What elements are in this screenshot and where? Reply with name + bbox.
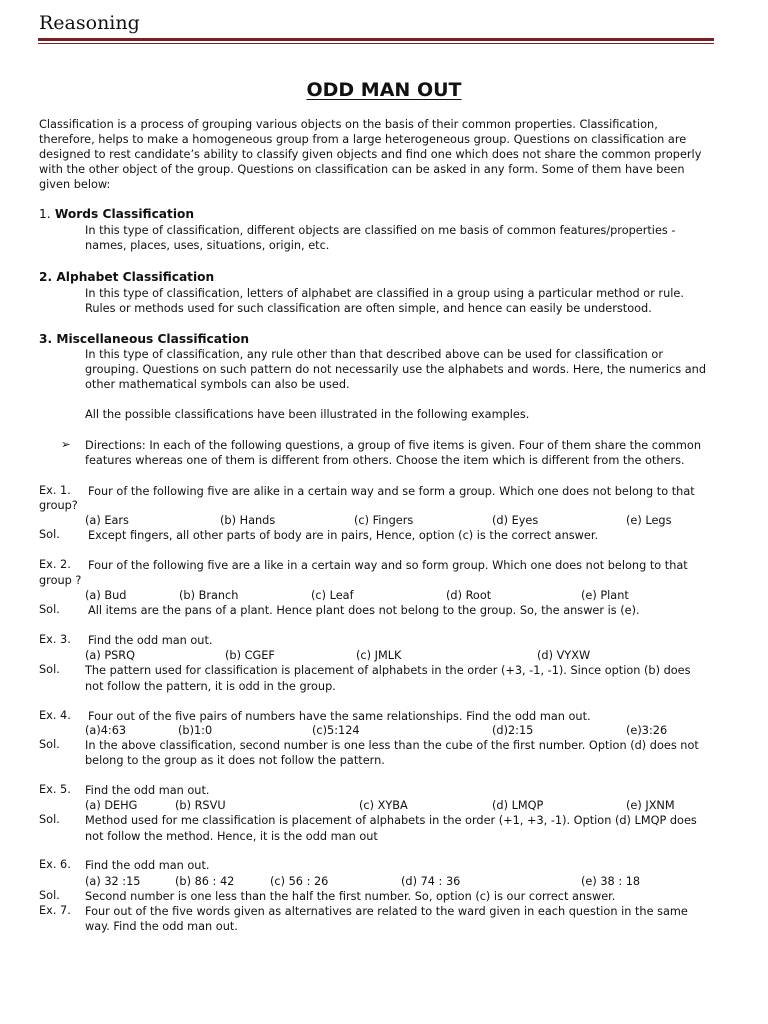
question-line: Four of the following five are a like in a certain way and so form group. Which one does not belong to that [88,559,688,572]
solution-line: not follow the method. Hence, it is the odd man out [85,830,378,843]
solution-label: Sol. [39,738,60,751]
header-rule-thin [38,43,714,44]
header-title: Reasoning [39,12,140,34]
example-label: Ex. 2. [39,558,71,571]
option: (d)2:15 [492,724,534,737]
option: (a) Ears [85,514,129,527]
section-body-line: grouping. Questions on such pattern do not necessarily use the alphabets and words. Here, the numerics and [85,363,707,376]
question-line: Four out of the five pairs of numbers have the same relationships. Find the odd man out. [88,710,591,723]
intro-line: given below: [39,178,111,191]
option: (a)4:63 [85,724,127,737]
header-rule-thick [38,38,714,41]
solution-line: belong to the group as it does not follow the pattern. [85,754,385,767]
option: (c) Fingers [354,514,414,527]
question-line: Four out of the five words given as alternatives are related to the ward given in each question in the same [85,905,688,918]
page-title: ODD MAN OUT [306,79,462,101]
section-heading: 3. Miscellaneous Classification [39,332,250,346]
question-line: Find the odd man out. [88,634,213,647]
directions-line: features whereas one of them is different from others. Choose the item which is different from the others. [85,454,685,467]
question-line: Find the odd man out. [85,859,210,872]
option: (e)3:26 [626,724,668,737]
solution-line: Second number is one less than the half the first number. So, option (c) is our correct answer. [85,890,616,903]
intro-line: Classification is a process of grouping various objects on the basis of their common properties. Classification, [39,118,658,131]
option: (c) XYBA [359,799,408,812]
arrow-bullet-icon: ➢ [61,438,71,451]
solution-label: Sol. [39,889,60,902]
question-line: Find the odd man out. [85,784,210,797]
example-label: Ex. 6. [39,858,71,871]
section-body-line: Rules or methods used for such classification are often simple, and hence can easily be understood. [85,302,652,315]
intro-line: with the other object of the group. Questions on classification can be asked in any form. Some of them have been [39,163,685,176]
solution-line: In the above classification, second number is one less than the cube of the first number. Option (d) does not [85,739,699,752]
section-body-line: names, places, uses, situations, origin, etc. [85,239,330,252]
section-body-line: In this type of classification, letters of alphabet are classified in a group using a particular method or rule. [85,287,684,300]
question-line: group? [39,499,78,512]
question-line: way. Find the odd man out. [85,920,238,933]
option: (d) 74 : 36 [401,875,461,888]
option: (e) Plant [581,589,629,602]
option: (a) Bud [85,589,127,602]
solution-line: not follow the pattern, it is odd in the group. [85,680,336,693]
option: (a) DEHG [85,799,138,812]
option: (c) Leaf [311,589,354,602]
section-body-line: In this type of classification, any rule other than that described above can be used for classification or [85,348,663,361]
option: (a) 32 :15 [85,875,141,888]
directions-line: Directions: In each of the following questions, a group of five items is given. Four of them share the common [85,439,701,452]
solution-label: Sol. [39,813,60,826]
example-label: Ex. 7. [39,904,71,917]
intro-line: therefore, helps to make a homogeneous group from a large heterogeneous group. Questions on classification are [39,133,687,146]
option: (e) Legs [626,514,672,527]
example-label: Ex. 3. [39,633,71,646]
example-label: Ex. 1. [39,484,71,497]
option: (d) VYXW [537,649,591,662]
solution-label: Sol. [39,528,60,541]
option: (d) Eyes [492,514,539,527]
solution-label: Sol. [39,663,60,676]
option: (b) Branch [179,589,239,602]
question-line: Four of the following five are alike in a certain way and se form a group. Which one does not belong to that [88,485,695,498]
intro-line: designed to rest candidate’s ability to classify given objects and find one which does not share the common properly [39,148,702,161]
option: (b) 86 : 42 [175,875,235,888]
example-label: Ex. 5. [39,783,71,796]
option: (b)1:0 [178,724,213,737]
option: (d) LMQP [492,799,544,812]
option: (b) RSVU [175,799,226,812]
solution-line: Except fingers, all other parts of body are in pairs, Hence, option (c) is the correct answer. [88,529,599,542]
option: (b) CGEF [225,649,275,662]
solution-line: All items are the pans of a plant. Hence plant does not belong to the group. So, the answer is (e). [88,604,640,617]
option: (d) Root [446,589,492,602]
option: (c) JMLK [356,649,402,662]
solution-line: The pattern used for classification is placement of alphabets in the order (+3, -1, -1). Since option (b) does [85,664,691,677]
option: (c) 56 : 26 [270,875,329,888]
solution-label: Sol. [39,603,60,616]
section-body-line: In this type of classification, different objects are classified on me basis of common features/properties - [85,224,676,237]
section-heading: 1. Words Classification [39,207,195,221]
all-examples-note: All the possible classifications have been illustrated in the following examples. [85,408,530,421]
option: (e) 38 : 18 [581,875,641,888]
option: (e) JXNM [626,799,675,812]
section-heading: 2. Alphabet Classification [39,270,215,284]
option: (b) Hands [220,514,276,527]
solution-line: Method used for me classification is placement of alphabets in the order (+1, +3, -1). Option (d) LMQP does [85,814,697,827]
option: (a) PSRQ [85,649,136,662]
example-label: Ex. 4. [39,709,71,722]
question-line: group ? [39,574,82,587]
section-body-line: other mathematical symbols can also be used. [85,378,350,391]
option: (c)5:124 [312,724,360,737]
